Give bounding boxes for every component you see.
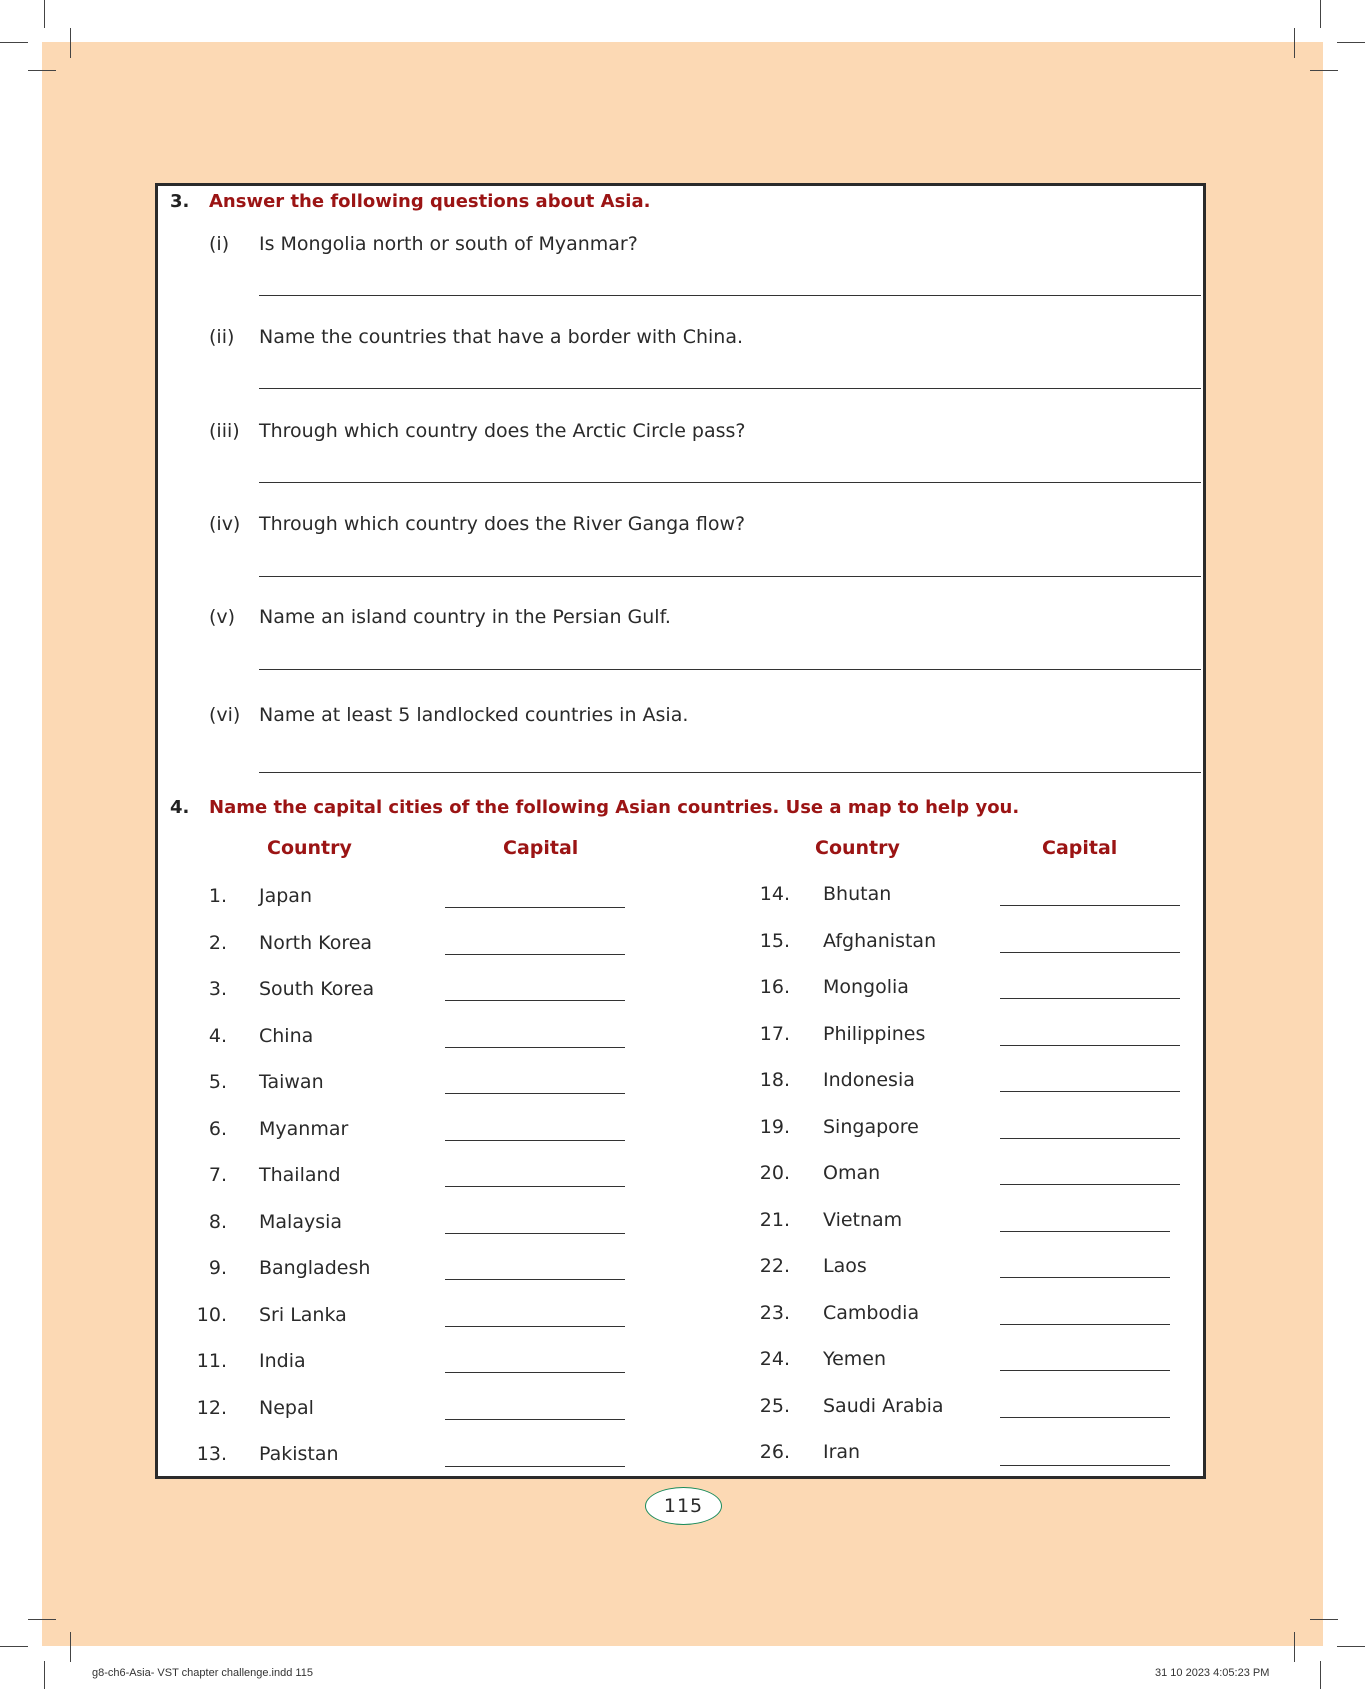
capital-answer-line[interactable] <box>1000 952 1180 953</box>
capital-answer-line[interactable] <box>445 1186 625 1187</box>
item-number: 16. <box>759 976 790 998</box>
capital-answer-line[interactable] <box>445 907 625 908</box>
item-number: 10. <box>196 1304 227 1326</box>
capital-answer-line[interactable] <box>445 1419 625 1420</box>
item-number: 23. <box>759 1302 790 1324</box>
item-number: 6. <box>208 1118 227 1140</box>
question-label: (iv) <box>209 513 241 535</box>
item-number: 11. <box>196 1350 227 1372</box>
section4-heading: Name the capital cities of the following Asian countries. Use a map to help you. <box>209 797 1020 818</box>
question-label: (iii) <box>209 420 240 442</box>
country-name: Singapore <box>823 1116 919 1138</box>
capital-answer-line[interactable] <box>445 1000 625 1001</box>
item-number: 1. <box>208 885 227 907</box>
country-name: Philippines <box>823 1023 926 1045</box>
answer-line[interactable] <box>259 388 1201 389</box>
question-label: (ii) <box>209 326 235 348</box>
capital-answer-line[interactable] <box>1000 905 1180 906</box>
capital-answer-line[interactable] <box>1000 1417 1170 1418</box>
item-number: 13. <box>196 1443 227 1465</box>
section3-number: 3. <box>170 191 190 212</box>
country-name: Cambodia <box>823 1302 920 1324</box>
item-number: 2. <box>208 932 227 954</box>
capital-answer-line[interactable] <box>1000 1277 1170 1278</box>
item-number: 14. <box>759 883 790 905</box>
answer-line[interactable] <box>259 669 1201 670</box>
left-country-header: Country <box>267 837 352 859</box>
section3-heading: Answer the following questions about Asia. <box>209 191 651 212</box>
footer-file-info: g8-ch6-Asia- VST chapter challenge.indd 115 <box>92 1667 313 1679</box>
capital-answer-line[interactable] <box>445 1140 625 1141</box>
question-text: Through which country does the River Ganga flow? <box>259 513 746 535</box>
country-name: India <box>259 1350 306 1372</box>
country-name: Malaysia <box>259 1211 343 1233</box>
capital-answer-line[interactable] <box>1000 1370 1170 1371</box>
country-name: Indonesia <box>823 1069 915 1091</box>
capital-answer-line[interactable] <box>1000 1184 1180 1185</box>
answer-line[interactable] <box>259 295 1201 296</box>
right-capital-header: Capital <box>1042 837 1118 859</box>
country-name: Nepal <box>259 1397 314 1419</box>
country-name: Pakistan <box>259 1443 339 1465</box>
section4-number: 4. <box>170 797 190 818</box>
capital-answer-line[interactable] <box>1000 1138 1180 1139</box>
item-number: 19. <box>759 1116 790 1138</box>
country-name: Vietnam <box>823 1209 903 1231</box>
item-number: 26. <box>759 1441 790 1463</box>
worksheet-box <box>155 183 1206 1479</box>
page-number: 115 <box>645 1487 722 1525</box>
question-text: Through which country does the Arctic Circle pass? <box>259 420 746 442</box>
capital-answer-line[interactable] <box>445 954 625 955</box>
question-label: (i) <box>209 233 230 255</box>
country-name: China <box>259 1025 314 1047</box>
item-number: 7. <box>208 1164 227 1186</box>
country-name: Yemen <box>823 1348 887 1370</box>
item-number: 4. <box>208 1025 227 1047</box>
item-number: 3. <box>208 978 227 1000</box>
country-name: Saudi Arabia <box>823 1395 944 1417</box>
capital-answer-line[interactable] <box>1000 998 1180 999</box>
capital-answer-line[interactable] <box>445 1326 625 1327</box>
country-name: South Korea <box>259 978 375 1000</box>
capital-answer-line[interactable] <box>445 1279 625 1280</box>
answer-line[interactable] <box>259 482 1201 483</box>
question-text: Name an island country in the Persian Gulf. <box>259 606 671 628</box>
item-number: 18. <box>759 1069 790 1091</box>
item-number: 5. <box>208 1071 227 1093</box>
footer-timestamp: 31 10 2023 4:05:23 PM <box>1155 1667 1270 1679</box>
capital-answer-line[interactable] <box>445 1466 625 1467</box>
country-name: Laos <box>823 1255 867 1277</box>
question-text: Name the countries that have a border with China. <box>259 326 744 348</box>
capital-answer-line[interactable] <box>1000 1091 1180 1092</box>
country-name: Taiwan <box>259 1071 324 1093</box>
country-name: Thailand <box>259 1164 341 1186</box>
question-label: (v) <box>209 606 236 628</box>
question-text: Is Mongolia north or south of Myanmar? <box>259 233 638 255</box>
country-name: Myanmar <box>259 1118 349 1140</box>
item-number: 15. <box>759 930 790 952</box>
country-name: Mongolia <box>823 976 909 998</box>
question-label: (vi) <box>209 704 241 726</box>
capital-answer-line[interactable] <box>445 1047 625 1048</box>
country-name: Bangladesh <box>259 1257 371 1279</box>
item-number: 17. <box>759 1023 790 1045</box>
country-name: Afghanistan <box>823 930 937 952</box>
country-name: Japan <box>259 885 312 907</box>
item-number: 22. <box>759 1255 790 1277</box>
capital-answer-line[interactable] <box>445 1233 625 1234</box>
capital-answer-line[interactable] <box>1000 1324 1170 1325</box>
country-name: Oman <box>823 1162 881 1184</box>
item-number: 9. <box>208 1257 227 1279</box>
country-name: North Korea <box>259 932 373 954</box>
capital-answer-line[interactable] <box>1000 1231 1170 1232</box>
answer-line[interactable] <box>259 772 1201 773</box>
item-number: 24. <box>759 1348 790 1370</box>
item-number: 12. <box>196 1397 227 1419</box>
item-number: 21. <box>759 1209 790 1231</box>
right-country-header: Country <box>815 837 900 859</box>
capital-answer-line[interactable] <box>1000 1465 1170 1466</box>
capital-answer-line[interactable] <box>445 1372 625 1373</box>
question-text: Name at least 5 landlocked countries in Asia. <box>259 704 689 726</box>
country-name: Iran <box>823 1441 861 1463</box>
answer-line[interactable] <box>259 576 1201 577</box>
capital-answer-line[interactable] <box>1000 1045 1180 1046</box>
left-capital-header: Capital <box>503 837 579 859</box>
capital-answer-line[interactable] <box>445 1093 625 1094</box>
country-name: Bhutan <box>823 883 892 905</box>
item-number: 20. <box>759 1162 790 1184</box>
item-number: 25. <box>759 1395 790 1417</box>
country-name: Sri Lanka <box>259 1304 347 1326</box>
item-number: 8. <box>208 1211 227 1233</box>
